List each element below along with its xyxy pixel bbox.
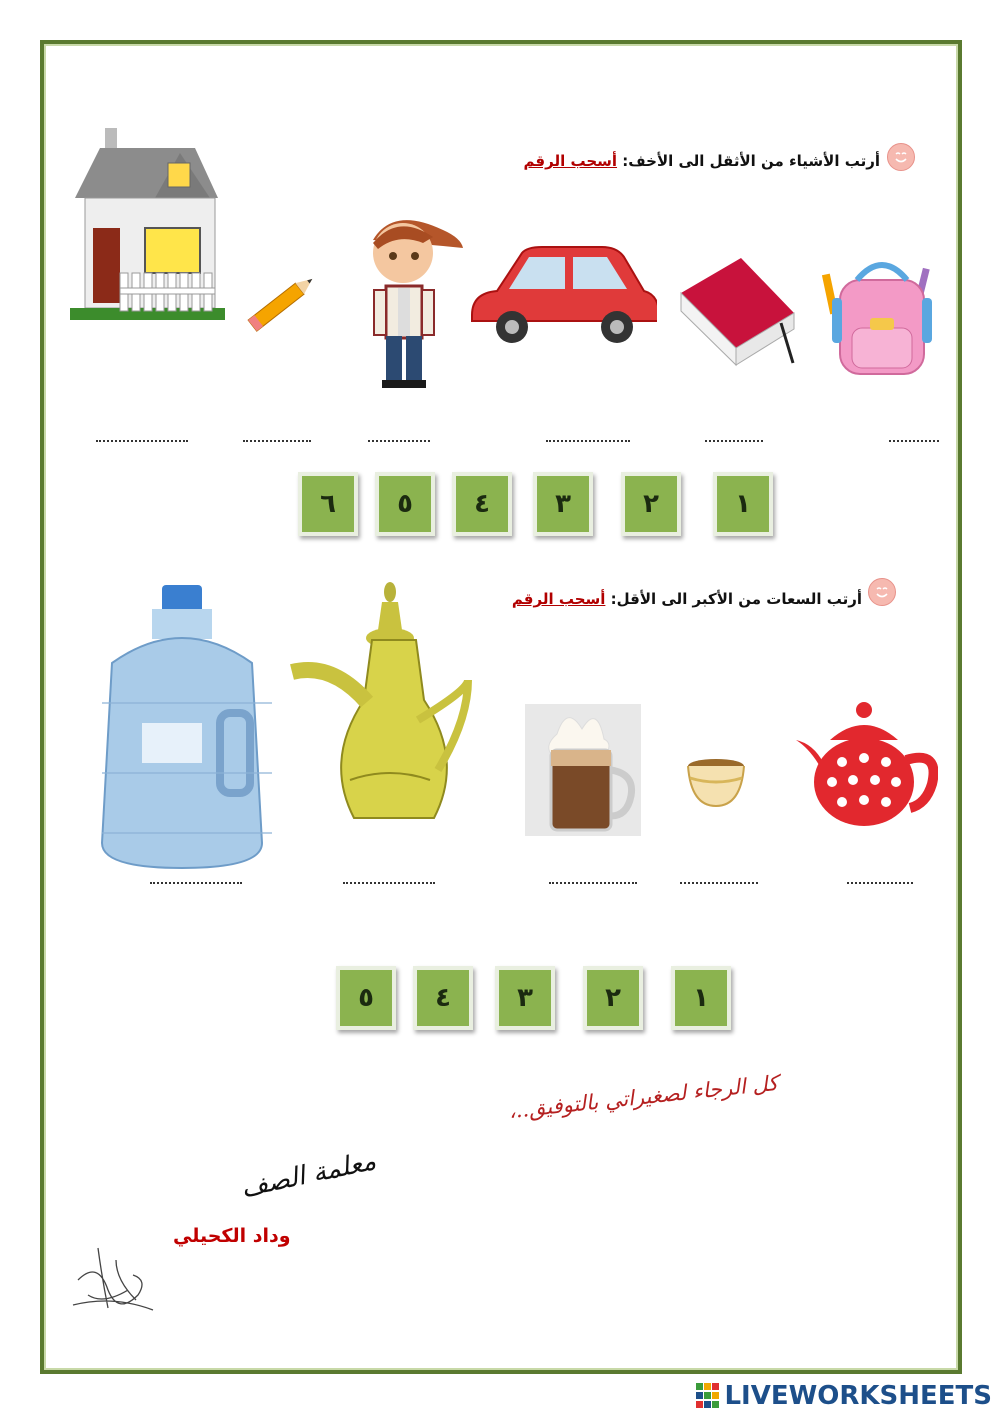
backpack-image <box>822 258 937 376</box>
section1-instruction: أرتب الأشياء من الأثقل الى الأخف: <box>622 152 880 170</box>
answer-line-water-jug[interactable] <box>150 872 242 884</box>
answer-line-boy[interactable] <box>368 430 430 442</box>
number-tile[interactable]: ٢ <box>621 472 681 536</box>
blessing-text: كل الرجاء لصغيراتي بالتوفيق..، <box>507 1070 780 1124</box>
answer-line-car[interactable] <box>546 430 630 442</box>
section1-heading <box>524 152 880 170</box>
answer-line-teapot[interactable] <box>847 872 913 884</box>
answer-line-house[interactable] <box>96 430 188 442</box>
car-image <box>467 245 657 345</box>
section1-drag-link[interactable]: أسحب الرقم <box>523 152 618 170</box>
answer-line-coffee-mug[interactable] <box>549 872 637 884</box>
teacher-title: معلمة الصف <box>238 1146 379 1204</box>
answer-line-dallah[interactable] <box>343 872 435 884</box>
answer-line-arabic-cup[interactable] <box>680 872 758 884</box>
section2-instruction: أرتب السعات من الأكبر الى الأقل: <box>610 590 862 608</box>
liveworksheets-brand <box>696 1381 992 1411</box>
house-image <box>70 128 225 326</box>
section2-drag-link[interactable]: أسحب الرقم <box>511 590 606 608</box>
signature-image <box>68 1240 160 1320</box>
water-jug-image <box>92 583 272 873</box>
liveworksheets-logo-icon <box>696 1383 720 1409</box>
smiley-icon <box>887 143 915 171</box>
number-tile[interactable]: ١ <box>671 966 731 1030</box>
answer-line-backpack[interactable] <box>889 430 939 442</box>
number-tile[interactable]: ٣ <box>533 472 593 536</box>
pencil-image <box>243 265 323 340</box>
number-tile[interactable]: ٥ <box>375 472 435 536</box>
number-tile[interactable]: ٣ <box>495 966 555 1030</box>
number-tile[interactable]: ١ <box>713 472 773 536</box>
coffee-mug-image <box>525 704 641 836</box>
liveworksheets-logo-text: LIVEWORKSHEETS <box>724 1381 992 1411</box>
number-tile[interactable]: ٤ <box>413 966 473 1030</box>
smiley-icon <box>868 578 896 606</box>
arabic-cup-image <box>685 758 747 808</box>
book-image <box>676 253 800 368</box>
boy-image <box>358 208 468 390</box>
number-tile[interactable]: ٤ <box>452 472 512 536</box>
teacher-name: وداد الكحيلي <box>173 1225 291 1247</box>
answer-line-pencil[interactable] <box>243 430 311 442</box>
section2-heading <box>512 590 862 608</box>
answer-line-book[interactable] <box>705 430 763 442</box>
number-tile[interactable]: ٥ <box>336 966 396 1030</box>
dallah-image <box>290 580 475 832</box>
number-tile[interactable]: ٦ <box>298 472 358 536</box>
number-tile[interactable]: ٢ <box>583 966 643 1030</box>
teapot-image <box>790 700 938 828</box>
